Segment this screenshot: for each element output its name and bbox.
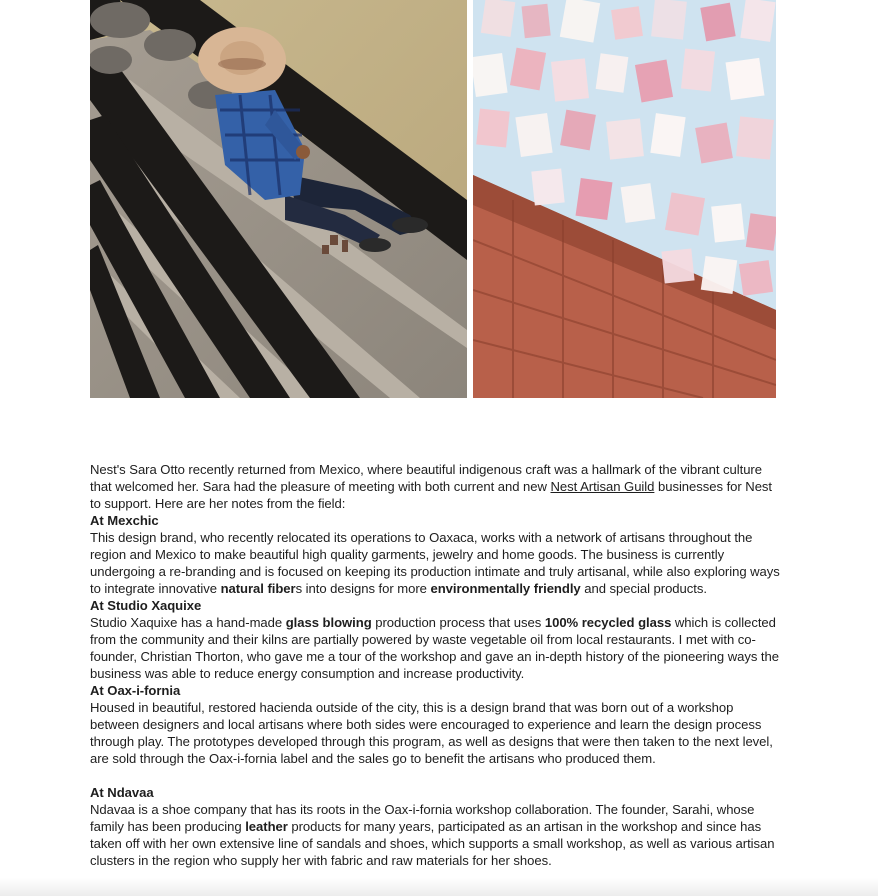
paragraph-ndavaa: Ndavaa is a shoe company that has its roots in the Oax-i-fornia workshop collaboration. The founder, Sarahi, whose family has been producing leather products for many years, participated as an artisan in the workshop and since has taken off with her own extensive line of sandals and shoes, which supports a small workshop, as well as various artisan clusters in the region who supply her with fabric and raw materials for her shoes. (90, 802, 775, 868)
photo-fabric-banners (473, 0, 776, 398)
paragraph-oax-i-fornia: Housed in beautiful, restored hacienda outside of the city, this is a design brand that was born out of a workshop between designers and local artisans where both sides were encouraged to experience and learn the design process through play. The prototypes developed through this program, as well as designs that were then taken to the next level, are sold through the Oax-i-fornia label and the sales go to benefit the artisans who produced them. (90, 700, 773, 766)
man-on-steps-illustration (90, 0, 467, 398)
article-photo-pair (90, 0, 776, 398)
intro-paragraph: Nest's Sara Otto recently returned from Mexico, where beautiful indigenous craft was a hallmark of the vibrant culture that welcomed her. Sara had the pleasure of meeting with both current and new Nest Artisan Guild businesses for Nest to support. Here are her notes from the field: (90, 462, 773, 511)
heading-mexchic: At Mexchic (90, 513, 159, 528)
bottom-fade (0, 878, 878, 896)
section-spacer (90, 767, 780, 784)
paragraph-mexchic: This design brand, who recently relocated its operations to Oaxaca, works with a network of artisans throughout the region and Mexico to make beautiful high quality garments, jewelry and home goods. The business is currently undergoing a re-branding and is focused on keeping its production intimate and truly artisanal, while also exploring ways to integrate innovative natural fibers into designs for more environmentally friendly and special products. (90, 530, 780, 596)
nest-artisan-guild-link[interactable]: Nest Artisan Guild (550, 479, 655, 494)
heading-studio-xaquixe: At Studio Xaquixe (90, 598, 202, 613)
photo-man-on-steps (90, 0, 467, 398)
paragraph-studio-xaquixe: Studio Xaquixe has a hand-made glass blowing production process that uses 100% recycled glass which is collected from the community and their kilns are partially powered by waste vegetable oil from local restaurants. I met with co-founder, Christian Thorton, who gave me a tour of the workshop and gave an in-depth history of the pioneering ways the business was able to reduce energy consumption and increase productivity. (90, 615, 779, 681)
heading-ndavaa: At Ndavaa (90, 785, 154, 800)
heading-oax-i-fornia: At Oax-i-fornia (90, 683, 181, 698)
fabric-banners-illustration (473, 0, 776, 398)
article-body (90, 461, 780, 869)
